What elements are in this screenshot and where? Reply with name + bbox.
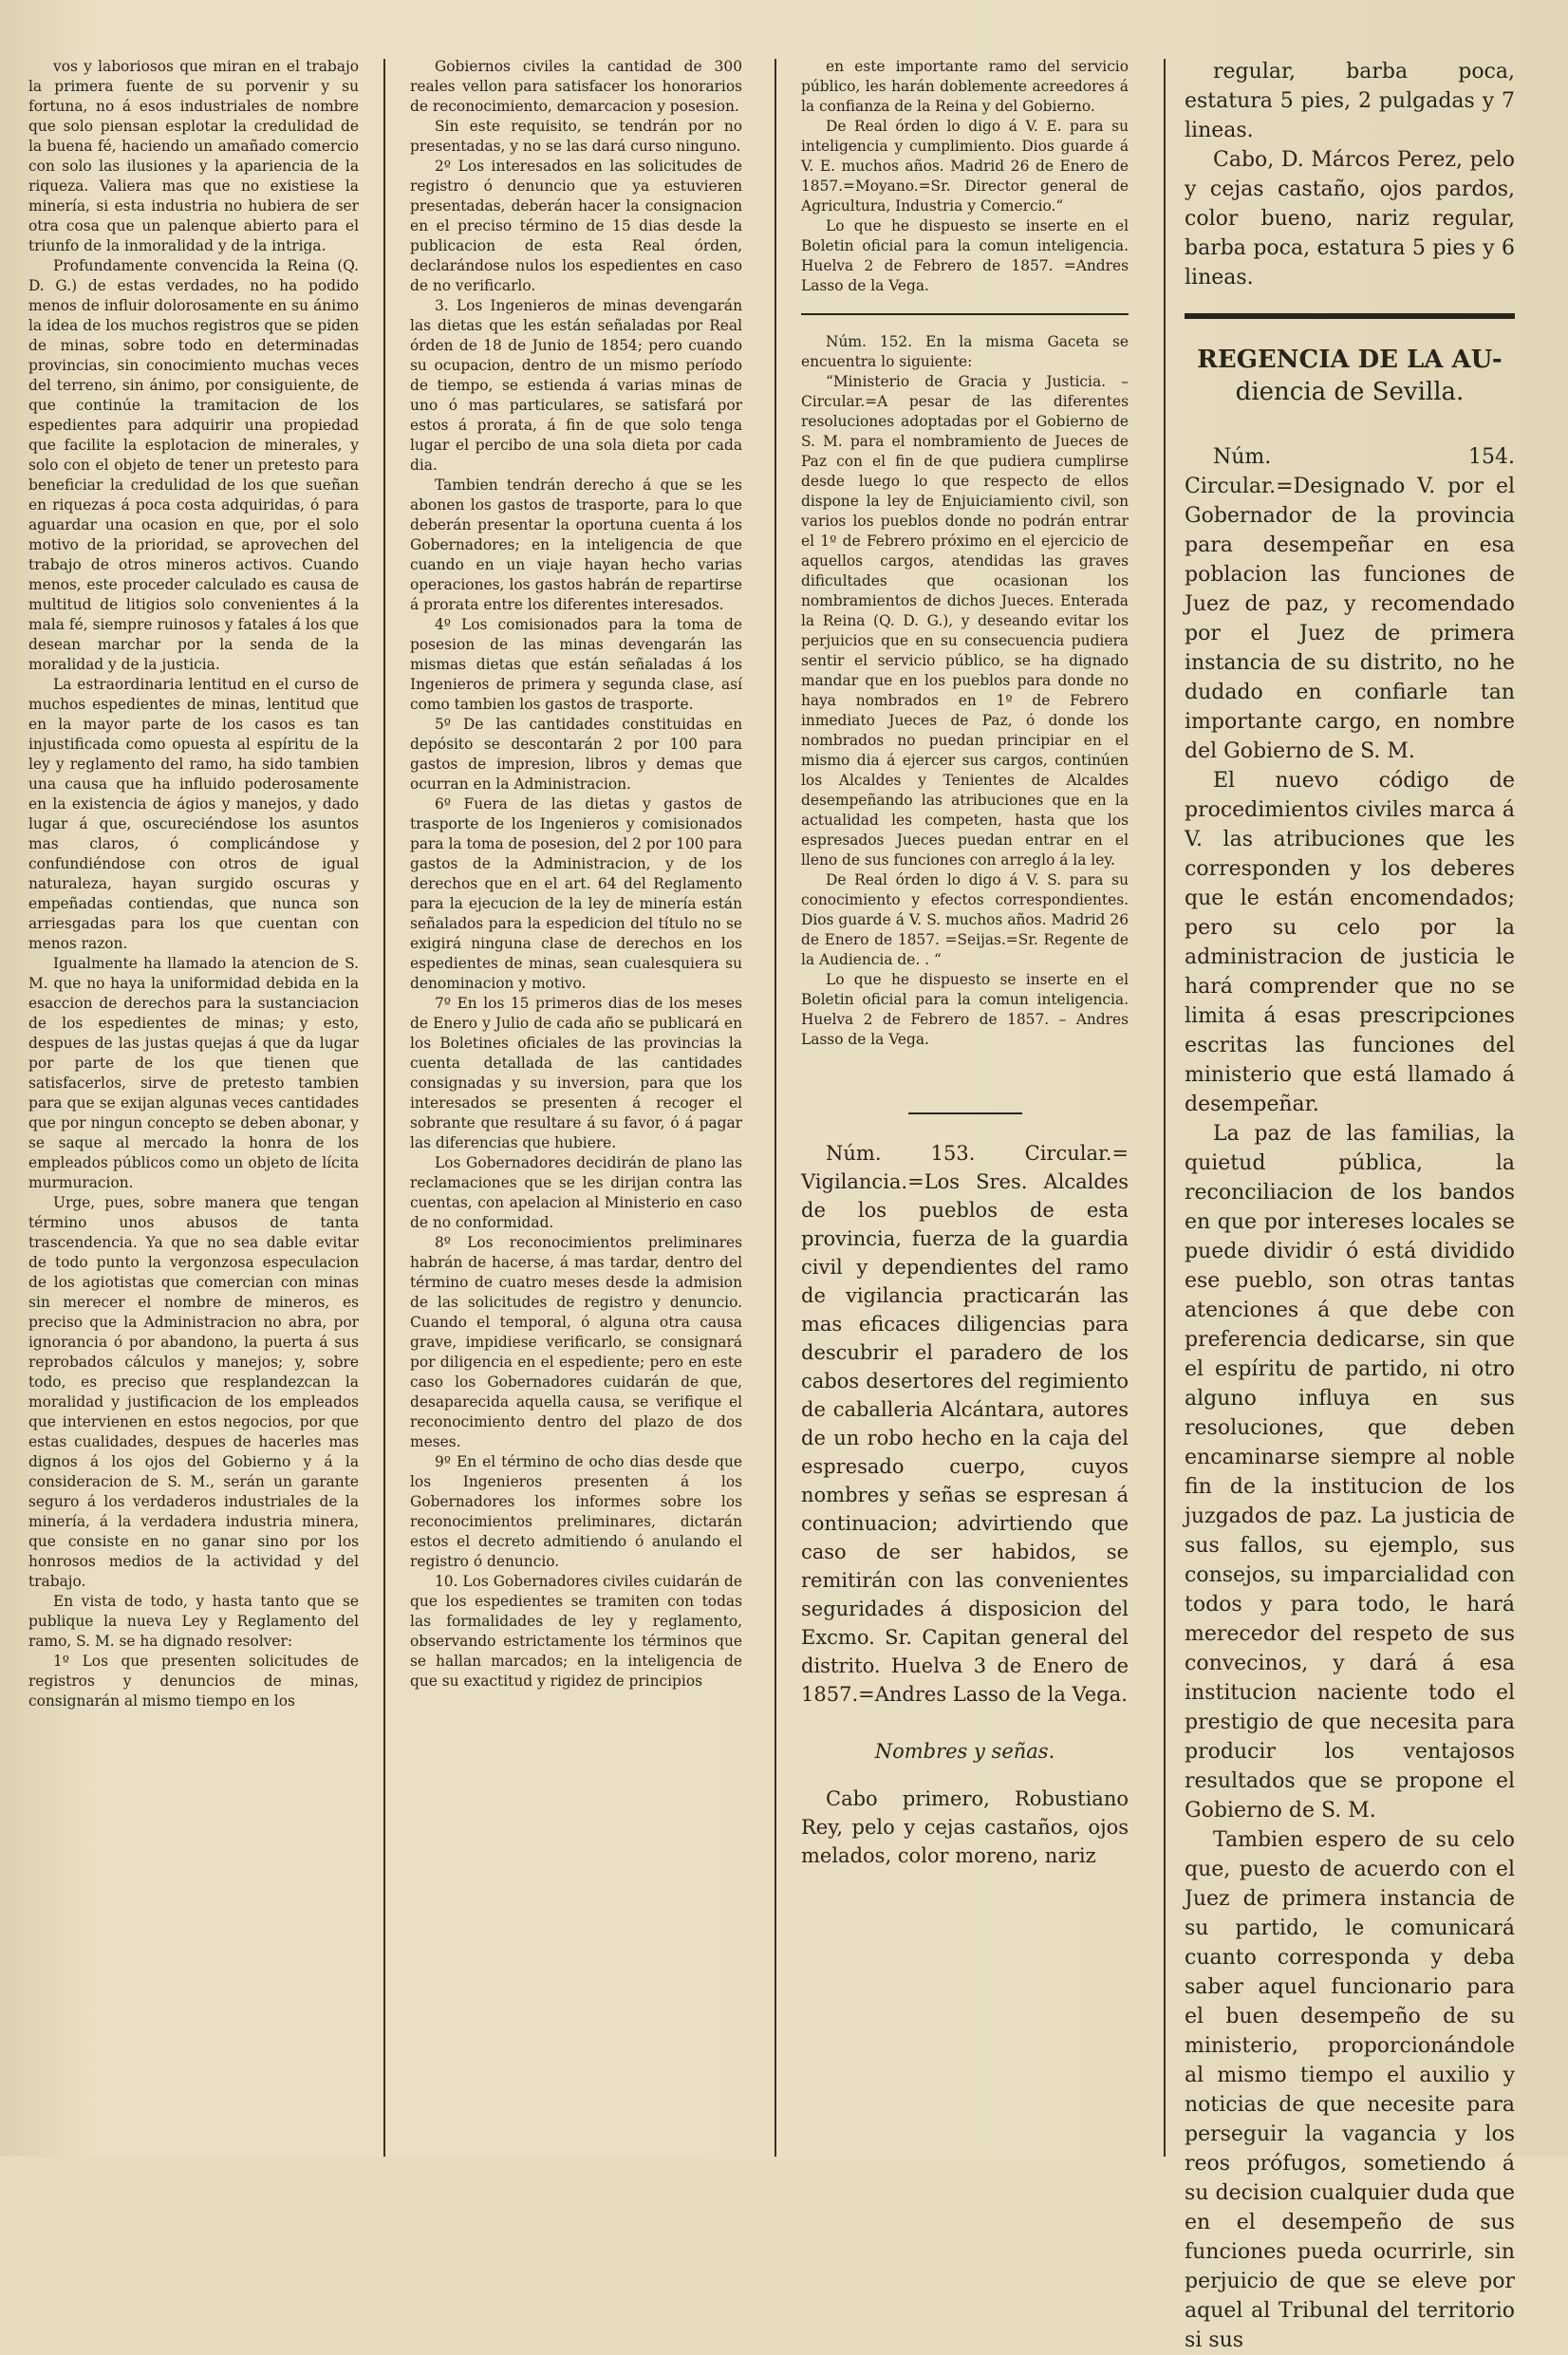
paragraph: Núm. 153. Circular.= Vigilancia.=Los Sres. Alcaldes de los pueblos de esta provincia, fuerza de la guardia civil y dependientes del ramo de vigilancia practicarán las mas eficaces diligencias para descubrir el paradero de los cabos desertores del regimiento de caballeria Alcántara, autores de un robo hecho en la caja del espresado cuerpo, cuyos nombres y señas se espresan á continuacion; advirtiendo que caso de ser habidos, se remitirán con las convenientes seguridades á disposicion del Excmo. Sr. Capitan general del distrito. Huelva 3 de Enero de 1857.=Andres Lasso de la Vega. [801, 1142, 1129, 1706]
paragraph: El nuevo código de procedimientos civiles marca á V. las atribuciones que les corresponden y los deberes que le están encomendados; pero su celo por la administracion de justicia le hará comprender que no se limita á esas prescripciones escritas las funciones del ministerio que está llamado á desempeñar. [1185, 769, 1515, 1116]
paragraph: 9º En el término de ocho dias desde que los Ingenieros presenten á los Gobernadores los informes sobre los reconocimientos preliminares, dictarán estos el decreto admitiendo ó anulando el registro ó denuncio. [410, 1453, 742, 1570]
paragraph: vos y laboriosos que miran en el trabajo la primera fuente de su porvenir y su fortuna, no á esos industriales de nombre que solo piensan esplotar la credulidad de la buena fé, haciendo un amañado comercio con solo las ilusiones y la apariencia de la riqueza. Valiera mas que no existiese la minería, si esta industria no hubiera de ser otra cosa que un palenque abierto para el triunfo de la inmoralidad y de la intriga. [28, 58, 359, 254]
paragraph: Núm. 154. Circular.=Designado V. por el Gobernador de la provincia para desempeñar en esa poblacion las funciones de Juez de paz, y recomendado por el Juez de primera instancia de su distrito, no he dudado en confiarle tan importante cargo, en nombre del Gobierno de S. M. [1185, 445, 1515, 763]
column-4 [1185, 57, 1515, 2352]
paragraph: 3. Los Ingenieros de minas devengarán las dietas que les están señaladas por Real órden de 18 de Junio de 1854; pero cuando su ocupacion, dentro de un mismo período de tiempo, se estienda á varias minas de uno ó mas particulares, se satisfará por estos á prorata, á fin de que solo tenga lugar el percibo de una sola dieta por cada dia. [410, 297, 742, 474]
paragraph: De Real órden lo digo á V. S. para su conocimiento y efectos correspondientes. Dios guarde á V. S. muchos años. Madrid 26 de Enero de 1857. =Seijas.=Sr. Regente de la Audiencia de. . “ [801, 871, 1129, 968]
paragraph: Gobiernos civiles la cantidad de 300 reales vellon para satisfacer los honorarios de reconocimiento, demarcacion y posesion. [410, 58, 742, 115]
paragraph: 4º Los comisionados para la toma de posesion de las minas devengarán las mismas dietas que están señaladas á los Ingenieros de primera y segunda clase, así como tambien los gastos de trasporte. [410, 616, 742, 713]
paragraph: regular, barba poca, estatura 5 pies, 2 pulgadas y 7 lineas. [1185, 60, 1515, 142]
paragraph: Igualmente ha llamado la atencion de S. M. que no haya la uniformidad debida en la esaccion de derechos para la sustanciacion de los espedientes de minas; y esto, despues de las justas quejas á que da lugar por parte de los que tienen que satisfacerlos, sirve de pretesto tambien para que se exijan algunas veces cantidades que por ningun concepto se deben abonar, y se saque al mercado la honra de los empleados públicos como un objeto de lícita murmuracion. [28, 955, 359, 1191]
paragraph: 10. Los Gobernadores civiles cuidarán de que los espedientes se tramiten con todas las formalidades de ley y reglamento, observando estrictamente los términos que se hallan marcados; en la inteligencia de que su exactitud y rigidez de principios [410, 1573, 742, 1690]
paragraph: Urge, pues, sobre manera que tengan término unos abusos de tanta trascendencia. Ya que no sea dable evitar de todo punto la vergonzosa especulacion de los agiotistas que comercian con minas sin merecer el nombre de mineros, es preciso que la Administracion no abra, por ignorancia ó por abandono, la puerta á sus reprobados cálculos y manejos; y, sobre todo, es preciso que resplandezcan la moralidad y justificacion de los empleados que intervienen en estos negocios, por que estas cualidades, despues de hacerles mas dignos á los ojos del Gobierno y á la consideracion de S. M., serán un garante seguro á los verdaderos industriales de la minería, á la verdadera industria minera, que consiste en no ganar sino por los honrosos medios de la actividad y del trabajo. [28, 1194, 359, 1590]
paragraph: 2º Los interesados en las solicitudes de registro ó denuncio que ya estuvieren presentadas, deberán hacer la consignacion en el preciso término de 15 dias desde la publicacion de esta Real órden, declarándose nulos los espedientes en caso de no verificarlo. [410, 158, 742, 294]
paragraph: La paz de las familias, la quietud pública, la reconciliacion de los bandos en que por intereses locales se puede dividir ó está dividido ese pueblo, son otras tantas atenciones á que debe con preferencia dedicarse, sin que el espíritu de partido, ni otro alguno influya en sus resoluciones, que deben encaminarse siempre al noble fin de la institucion de los juzgados de paz. La justicia de sus fallos, su ejemplo, sus consejos, su imparcialidad con todos y para todo, le hará merecedor del respeto de sus convecinos, y dará á esa institucion naciente todo el prestigio de que necesita para producir los ventajosos resultados que se propone el Gobierno de S. M. [1185, 1122, 1515, 1822]
column-divider [383, 59, 385, 2157]
paragraph: Los Gobernadores decidirán de plano las reclamaciones que se les dirijan contra las cuentas, con apelacion al Ministerio en caso de no conformidad. [410, 1154, 742, 1231]
spacer [801, 1050, 1129, 1112]
paragraph: 6º Fuera de las dietas y gastos de trasporte de los Ingenieros y comisionados para la toma de posesion, del 2 por 100 para gastos de la Administracion, y de los derechos que en el art. 64 del Reglamento para la ejecucion de la ley de minería están señalados para la espedicion del título no se exigirá ninguna clase de derechos en los espedientes de minas, sean cualesquiera su denominacion y motivo. [410, 795, 742, 992]
section-divider [801, 313, 1129, 315]
paragraph: La estraordinaria lentitud en el curso de muchos espedientes de minas, lentitud que en la mayor parte de los casos es tan injustificada como opuesta al espíritu de la ley y reglamento del ramo, ha sido tambien una causa que ha influido poderosamente en la existencia de ágios y manejos, y dado lugar á que, oscureciéndose los asuntos mas claros, ó complicándose y confundiéndose con otros de igual naturaleza, hayan surgido oscuras y empeñadas contiendas, que nunca son arriesgadas para los que cuentan con menos razon. [28, 676, 359, 952]
column-divider [775, 59, 776, 2157]
paragraph: 5º De las cantidades constituidas en depósito se descontarán 2 por 100 para gastos de impresion, libros y demas que ocurran en la Administracion. [410, 716, 742, 793]
paragraph: Cabo, D. Márcos Perez, pelo y cejas castaño, ojos pardos, color bueno, nariz regular, barba poca, estatura 5 pies y 6 lineas. [1185, 148, 1515, 290]
paragraph: Tambien espero de su celo que, puesto de acuerdo con el Juez de primera instancia de su partido, le comunicará cuanto corresponda y deba saber aquel funcionario para el buen desempeño de su ministerio, proporcionándole al mismo tiempo el auxilio y noticias de que necesite para perseguir la vagancia y los reos prófugos, sometiendo á su decision cualquier duda que en el desempeño de sus funciones pueda ocurrirle, sin perjuicio de que se eleve por aquel al Tribunal del territorio si sus [1185, 1828, 1515, 2352]
paragraph: Núm. 152. En la misma Gaceta se encuentra lo siguiente: [801, 333, 1129, 370]
paragraph: Cabo primero, Robustiano Rey, pelo y cejas castaños, ojos melados, color moreno, nariz [801, 1787, 1129, 1867]
paragraph: Profundamente convencida la Reina (Q. D. G.) de estas verdades, no ha podido menos de influir dolorosamente en su ánimo la idea de los muchos registros que se piden de minas, sobre todo en determinadas provincias, sin conocimiento muchas veces del terreno, sin ánimo, por consiguiente, de que continúe la tramitacion de los espedientes para adquirir una propiedad que facilite la esplotacion de minerales, y solo con el objeto de tener un pretesto para beneficiar la credulidad de los que sueñan en riquezas á poca costa adquiridas, ó para aguardar una ocasion en que, por el solo motivo de la prioridad, se aprovechen del trabajo de otros mineros activos. Cuando menos, este proceder calculado es causa de multitud de litigios solo convenientes á la mala fé, siempre ruinosos y fatales á los que desean marchar por la senda de la moralidad y de la justicia. [28, 257, 359, 673]
paragraph: 7º En los 15 primeros dias de los meses de Enero y Julio de cada año se publicará en los Boletines oficiales de las provincias la cuenta detallada de las cantidades consignadas y su inversion, para que los interesados se presenten á recoger el sobrante que resultare á su favor, ó á pagar las diferencias que hubiere. [410, 995, 742, 1151]
column-divider [1164, 59, 1166, 2157]
subheading: Nombres y señas. [874, 1740, 1055, 1763]
paragraph: En vista de todo, y hasta tanto que se publique la nueva Ley y Reglamento del ramo, S. M. se ha dignado resolver: [28, 1593, 359, 1650]
paragraph: Lo que he dispuesto se inserte en el Boletin oficial para la comun inteligencia. Huelva 2 de Febrero de 1857. – Andres Lasso de la Vega. [801, 971, 1129, 1048]
paragraph: Sin este requisito, se tendrán por no presentadas, y no se las dará curso ninguno. [410, 118, 742, 155]
section-heading [1185, 344, 1515, 408]
section-divider [1185, 313, 1515, 319]
short-divider [908, 1112, 1022, 1114]
heading-line-2: diencia de Sevilla. [1235, 378, 1465, 406]
paragraph: 8º Los reconocimientos preliminares habrán de hacerse, á mas tardar, dentro del término de cuatro meses desde la admision de las solicitudes de registro y denuncio. Cuando el temporal, ó alguna otra causa grave, impidiese verificarlo, se consignará por diligencia en el espediente; pero en este caso los Gobernadores cuidarán de que, desaparecida aquella causa, se verifique el reconocimiento dentro del plazo de dos meses. [410, 1234, 742, 1450]
spacer [1185, 425, 1515, 442]
paragraph: De Real órden lo digo á V. E. para su inteligencia y cumplimiento. Dios guarde á V. E. muchos años. Madrid 26 de Enero de 1857.=Moyano.=Sr. Director general de Agricultura, Industria y Comercio.“ [801, 118, 1129, 215]
paragraph: en este importante ramo del servicio público, les harán doblemente acreedores á la confianza de la Reina y del Gobierno. [801, 58, 1129, 115]
column-2 [410, 57, 742, 2151]
paragraph: “Ministerio de Gracia y Justicia. –Circular.=A pesar de las diferentes resoluciones adoptadas por el Gobierno de S. M. para el nombramiento de Jueces de Paz con el fin de que pudiera cumplirse desde luego lo que respecto de ellos dispone la ley de Enjuiciamiento civil, son varios los pueblos donde no podrán entrar el 1º de Febrero próximo en el ejercicio de aquellos cargos, atendidas las graves dificultades que ocasionan los nombramientos de dichos Jueces. Enterada la Reina (Q. D. G.), y deseando evitar los perjuicios que en su consecuencia pudiera sentir el servicio público, se ha dignado mandar que en los pueblos para donde no haya nombrados en 1º de Febrero inmediato Jueces de Paz, ó donde los nombrados no puedan principiar en el mismo dia á ejercer sus cargos, continúen los Alcaldes y Tenientes de Alcaldes desempeñando las atribuciones que en la actualidad les competen, hasta que los espresados Jueces puedan entrar en el lleno de sus funciones con arreglo á la ley. [801, 373, 1129, 869]
notice-153 [801, 1139, 1129, 1870]
heading-line-1: REGENCIA DE LA AU- [1197, 346, 1503, 374]
column-1 [28, 57, 359, 2151]
paragraph: Lo que he dispuesto se inserte en el Boletin oficial para la comun inteligencia. Huelva 2 de Febrero de 1857. =Andres Lasso de la Vega. [801, 217, 1129, 294]
paragraph: 1º Los que presenten solicitudes de registros y denuncios de minas, consignarán al mismo tiempo en los [28, 1653, 359, 1710]
column-3 [801, 57, 1129, 2151]
paragraph: Tambien tendrán derecho á que se les abonen los gastos de trasporte, para lo que deberán presentar la oportuna cuenta á los Gobernadores; en la inteligencia de que cuando en un viaje hayan hecho varias operaciones, los gastos habrán de repartirse á prorata entre los diferentes interesados. [410, 477, 742, 613]
